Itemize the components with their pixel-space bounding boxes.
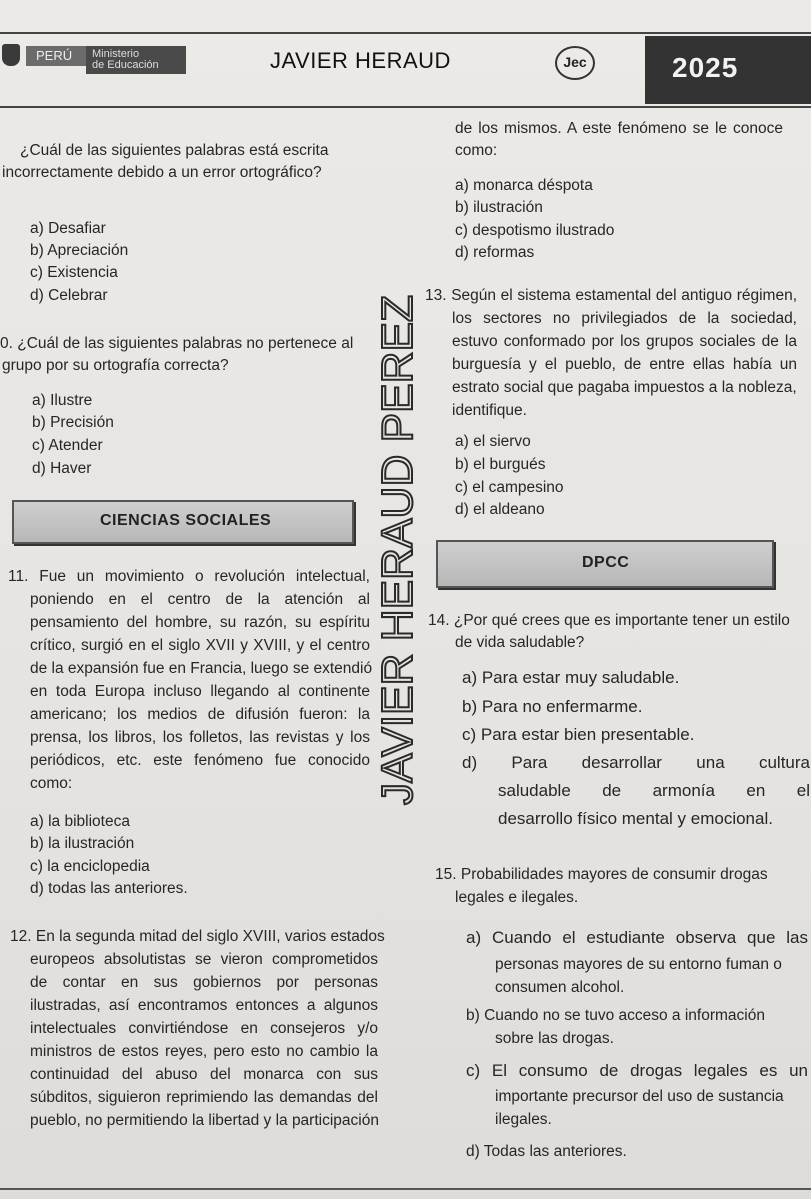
header-bottom-rule [0,106,811,108]
q12-line-7: continuidad del abuso del monarca con sus [30,1066,378,1083]
q15-option-c-line-1: c) El consumo de drogas legales es un [466,1061,808,1080]
q11-option-d: d) todas las anteriores. [30,880,188,897]
q14-option-d-line-3: desarrollo físico mental y emocional. [498,809,773,828]
q10-option-d: d) Haver [32,460,92,477]
q14-option-c: c) Para estar bien presentable. [462,725,695,744]
vertical-watermark [373,290,422,810]
q11-line-2: poniendo en el centro de la atención al [30,591,370,608]
q14-option-b: b) Para no enfermarme. [462,697,643,716]
section-banner-dpcc [436,540,774,588]
q9-option-d: d) Celebrar [30,287,108,304]
q14-option-d-line-2: saludable de armonía en el [498,781,810,800]
q12-line-3: de contar en sus gobiernos por personas [30,974,378,991]
school-name: JAVIER HERAUD [270,48,451,73]
q11-line-5: de la expansión fue en Francia, luego se extendió [30,660,373,677]
q14-option-d-line-1: d) Para desarrollar una cultura [462,753,810,772]
q15-line-2: legales e ilegales. [455,889,579,906]
q12-option-d: d) reformas [455,244,535,261]
q15-option-b-line-1: b) Cuando no se tuvo acceso a información [466,1007,765,1024]
q12-option-c: c) despotismo ilustrado [455,222,615,239]
q11-line-4: crítico, surgió en el siglo XVII y XVIII, y el centro [30,637,370,654]
q9-option-b: b) Apreciación [30,242,129,259]
q13-option-d: d) el aldeano [455,501,545,518]
ministry-line-1: Ministerio [92,48,140,60]
q15-option-c-line-2: importante precursor del uso de sustancia [495,1088,784,1105]
q12-line-1: 12. En la segunda mitad del siglo XVIII, varios estados [10,928,385,945]
q11-line-3: pensamiento del hombre, su razón, su espíritu [30,614,370,631]
q12-line-6: ministros de estos reyes, pero esto no cambio la [30,1043,378,1060]
q12-option-a: a) monarca déspota [455,177,593,194]
section-banner-ciencias-sociales [12,500,354,544]
q13-option-b: b) el burgués [455,456,546,473]
q12-continuation-1: de los mismos. A este fenómeno se le conoce [455,120,783,137]
q14-line-2: de vida saludable? [455,634,585,651]
q15-option-a-line-2: personas mayores de su entorno fuman o [495,956,782,973]
q9-line-1: ¿Cuál de las siguientes palabras está escrita [20,142,329,159]
q15-option-b-line-2: sobre las drogas. [495,1030,614,1047]
q13-line-2: los sectores no privilegiados de la sociedad, [452,310,797,327]
peru-label: PERÚ [26,46,86,66]
q13-line-5: estrato social que pagaba impuestos a la nobleza, [452,379,797,396]
q15-option-a-line-1: a) Cuando el estudiante observa que las [466,928,808,947]
q11-option-c: c) la enciclopedia [30,858,150,875]
q12-line-8: súbditos, siguieron reprimiendo las demandas del [30,1089,378,1106]
q12-option-b: b) ilustración [455,199,543,216]
q13-line-3: estuvo conformado por los grupos sociales de la [452,333,797,350]
q15-option-c-line-3: ilegales. [495,1111,552,1128]
page-bottom-rule [0,1188,811,1190]
q11-option-b: b) la ilustración [30,835,135,852]
q11-line-10: como: [30,775,73,792]
q12-line-2: europeos absolutistas se vieron comprometidos [30,951,378,968]
q15-line-1: 15. Probabilidades mayores de consumir drogas [435,866,768,883]
q9-option-c: c) Existencia [30,264,118,281]
ministry-label [86,46,186,74]
q10-option-a: a) Ilustre [32,392,93,409]
q10-option-c: c) Atender [32,437,103,454]
jec-logo: Jec [555,46,595,80]
q11-line-9: periódicos, etc. este fenómeno fue conocido [30,752,370,769]
q13-line-6: identifique. [452,402,527,419]
q11-line-8: prensa, los libros, los folletos, las revistas y los [30,729,370,746]
q13-line-1: 13. Según el sistema estamental del antiguo régimen, [425,287,797,304]
watermark-text: JAVIER HERAUD PEREZ [373,297,422,805]
q10-line-1: 0. ¿Cuál de las siguientes palabras no pertenece al [0,335,354,352]
q12-line-9: pueblo, no permitiendo la libertad y la participación [30,1112,379,1129]
q12-continuation-2: como: [455,142,498,159]
q11-line-1: 11. Fue un movimiento o revolución intelectual, [8,568,370,585]
q15-option-a-line-3: consumen alcohol. [495,979,625,996]
q12-line-5: intelectuales convirtiéndose en consejeros y/o [30,1020,378,1037]
q15-option-d: d) Todas las anteriores. [466,1143,627,1160]
q10-option-b: b) Precisión [32,414,114,431]
q11-option-a: a) la biblioteca [30,813,130,830]
q11-line-6: en toda Europa incluso llegando al continente [30,683,370,700]
q9-line-2: incorrectamente debido a un error ortográfico? [2,164,322,181]
q13-option-a: a) el siervo [455,433,531,450]
q13-option-c: c) el campesino [455,479,564,496]
q11-line-7: americano; los medios de difusión fueron: la [30,706,370,723]
q14-line-1: 14. ¿Por qué crees que es importante tener un estilo [428,612,790,629]
section-title: DPCC [582,554,630,571]
q13-line-4: burguesía y el pueblo, de entre ellas había un [452,356,797,373]
q12-line-4: ilustradas, así encontramos entonces a algunos [30,997,378,1014]
year-label: 2025 [672,52,739,83]
q10-line-2: grupo por su ortografía correcta? [2,357,229,374]
header-top-rule [0,32,811,34]
peru-shield-icon [2,44,20,66]
q9-option-a: a) Desafiar [30,220,106,237]
ministry-line-2: de Educación [92,59,159,71]
q14-option-a: a) Para estar muy saludable. [462,668,680,687]
section-title: CIENCIAS SOCIALES [100,512,272,529]
